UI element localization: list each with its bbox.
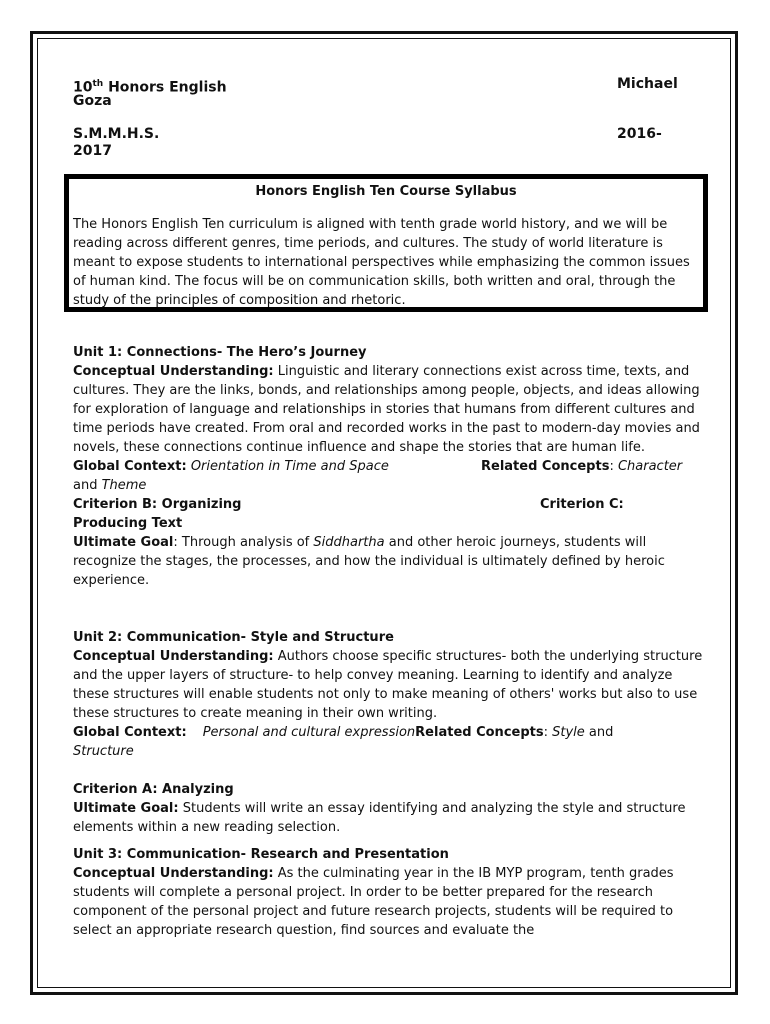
unit-2-global-context: Global Context: Personal and cultural expressionRelated Concepts: Style and (73, 725, 614, 740)
school-name: S.M.M.H.S. (73, 126, 160, 142)
unit-1-criteria-row: Criterion B: Organizing Criterion C: (73, 497, 624, 512)
unit-2-ultimate-goal: Ultimate Goal: Students will write an essay identifying and analyzing the style and structure elements within a new reading selection. (73, 801, 686, 835)
unit-1 (73, 343, 703, 590)
unit-3 (73, 845, 703, 940)
unit-1-global-context-row: Global Context: Orientation in Time and Space Related Concepts: Character (73, 459, 683, 474)
unit-2 (73, 628, 703, 837)
school-year-start: 2016- (617, 126, 662, 142)
syllabus-intro: The Honors English Ten curriculum is aligned with tenth grade world history, and we will be reading across different genres, time periods, and cultures. The study of world literature is meant to expose students to international perspectives while emphasizing the common issues of human kind. The focus will be on communication skills, both written and oral, through the study of the principles of composition and rhetoric. (73, 217, 690, 308)
syllabus-title: Honors English Ten Course Syllabus (255, 184, 517, 199)
unit-2-criterion-a: Criterion A: Analyzing (73, 782, 234, 797)
unit-2-title: Unit 2: Communication- Style and Structure (73, 630, 394, 645)
unit-2-conceptual-understanding: Conceptual Understanding: Authors choose specific structures- both the underlying structure and the upper layers of structure- to help convey meaning. Learning to identify and analyze these structures will enable students not only to make meaning of others' works but also to use these structures to create meaning in their own writing. (73, 649, 703, 721)
unit-2-related-concepts-cont: Structure (73, 744, 134, 759)
course-title: 10th Honors English (73, 79, 227, 96)
school-year-end: 2017 (73, 143, 112, 159)
unit-1-conceptual-understanding: Conceptual Understanding: Linguistic and literary connections exist across time, texts, and cultures. They are the links, bonds, and relationships among people, objects, and ideas allowing for exploration of language and relationships in stories that humans from different cultures and time periods have created. From oral and recorded works in the past to modern-day movies and novels, these connections continue influence and shape the stories that are human life. (73, 364, 700, 455)
teacher-last-name: Goza (73, 93, 112, 109)
unit-1-criterion-c-cont: Producing Text (73, 516, 183, 531)
unit-1-related-concepts-cont: and Theme (73, 478, 147, 493)
unit-3-conceptual-understanding: Conceptual Understanding: As the culminating year in the IB MYP program, tenth grades students will complete a personal project. In order to be better prepared for the research component of the personal project and future research projects, students will be required to select an appropriate research question, find sources and evaluate the (73, 866, 674, 938)
teacher-first-name: Michael (617, 76, 678, 92)
unit-1-ultimate-goal: Ultimate Goal: Through analysis of Siddhartha and other heroic journeys, students will recognize the stages, the processes, and how the individual is ultimately defined by heroic experience. (73, 535, 665, 588)
unit-1-title: Unit 1: Connections- The Hero’s Journey (73, 345, 367, 360)
syllabus-box (64, 174, 708, 312)
unit-3-title: Unit 3: Communication- Research and Presentation (73, 847, 449, 862)
